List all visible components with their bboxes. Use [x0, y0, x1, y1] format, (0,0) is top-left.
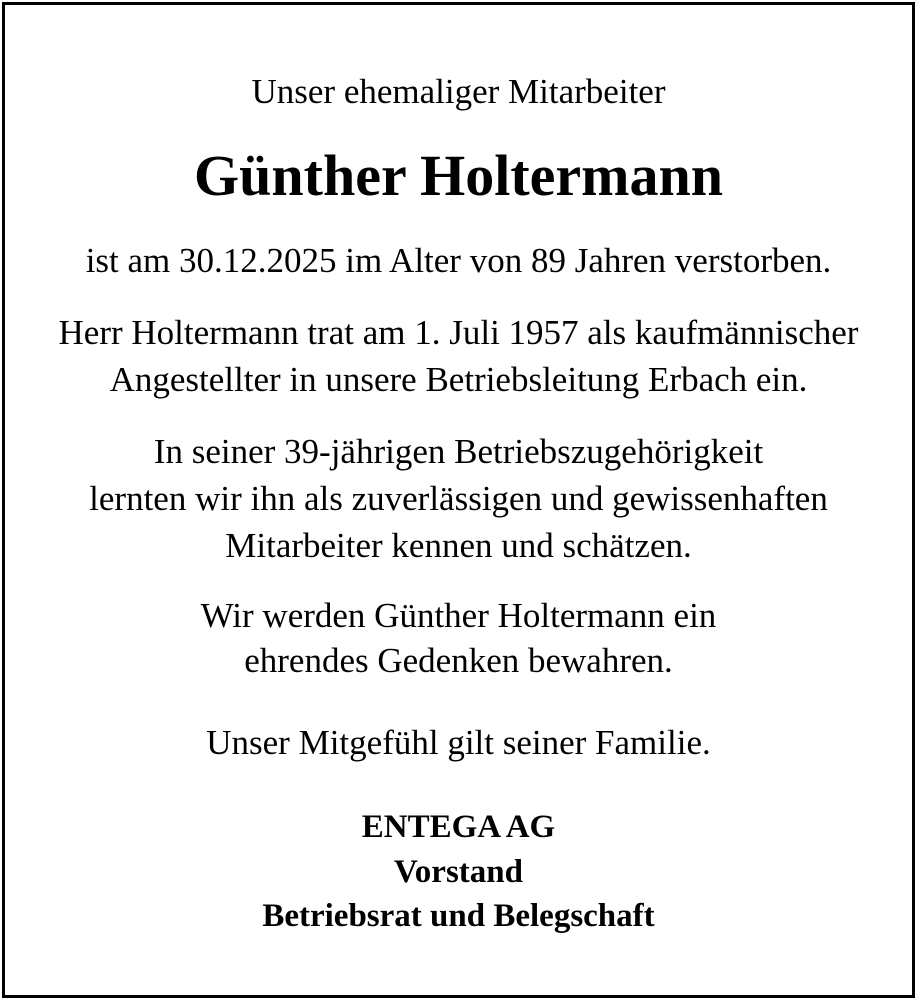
deceased-name: Günther Holtermann — [194, 143, 723, 208]
tribute-line-1: In seiner 39-jährigen Betriebszugehörigkeit — [153, 432, 764, 471]
signature-company: ENTEGA AG — [361, 809, 556, 845]
remembrance-line-1: Wir werden Günther Holtermann ein — [200, 596, 717, 635]
career-line-1: Herr Holtermann trat am 1. Juli 1957 als kaufmännischer — [58, 313, 859, 352]
death-notice-text: ist am 30.12.2025 im Alter von 89 Jahren verstorben. — [85, 241, 832, 280]
career-line-2: Angestellter in unsere Betriebsleitung Erbach ein. — [109, 360, 808, 399]
remembrance-line-2: ehrendes Gedenken bewahren. — [244, 641, 673, 680]
tribute-line-2: lernten wir ihn als zuverlässigen und gewissenhaften — [89, 479, 828, 518]
signature-board: Vorstand — [394, 854, 523, 890]
signature-staff: Betriebsrat und Belegschaft — [262, 898, 655, 934]
tribute-line-3: Mitarbeiter kennen und schätzen. — [225, 526, 692, 565]
condolence-text: Unser Mitgefühl gilt seiner Familie. — [206, 723, 711, 762]
intro-text: Unser ehemaliger Mitarbeiter — [251, 72, 666, 111]
